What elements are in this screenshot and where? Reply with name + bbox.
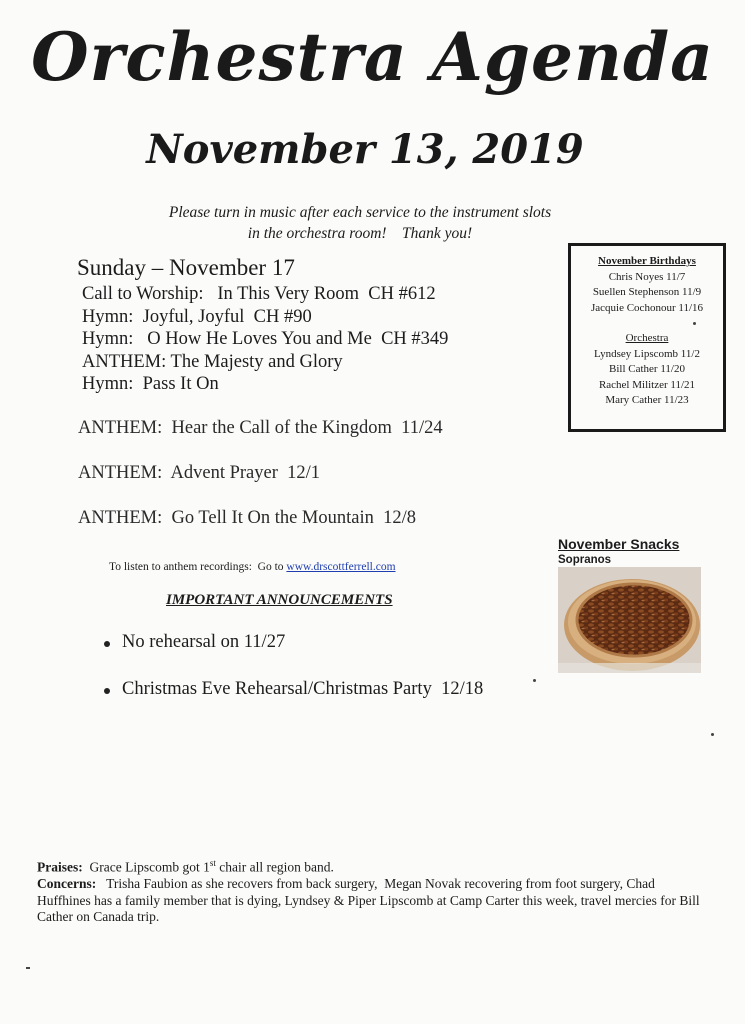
orchestra-birthdays-heading: Orchestra xyxy=(625,332,669,344)
birthday-entry: Chris Noyes 11/7 xyxy=(608,270,686,283)
birthdays-box xyxy=(568,243,726,432)
anthem-line: ANTHEM: Hear the Call of the Kingdom 11/24 xyxy=(78,418,443,438)
service-item: Hymn: O How He Loves You and Me CH #349 xyxy=(82,329,449,349)
announcement-item: Christmas Eve Rehearsal/Christmas Party 12/18 xyxy=(104,679,483,700)
praises-text-end: chair all region band. xyxy=(215,859,334,875)
snacks-heading: November Snacks xyxy=(558,536,680,552)
service-item: Hymn: Joyful, Joyful CH #90 xyxy=(82,306,312,327)
birthday-entry: Rachel Militzer 11/21 xyxy=(598,378,696,391)
announcement-item: No rehearsal on 11/27 xyxy=(104,632,483,653)
listen-text: To listen to anthem recordings: Go to xyxy=(109,561,287,573)
praises-line xyxy=(37,855,707,876)
praises-label: Praises: xyxy=(37,859,83,875)
scan-speck xyxy=(533,679,536,682)
service-item: Hymn: Pass It On xyxy=(82,374,219,394)
concerns-line xyxy=(37,876,707,926)
birthday-entry: Bill Cather 11/20 xyxy=(609,363,685,375)
service-item: Call to Worship: In This Very Room CH #612 xyxy=(82,284,436,304)
announcements-heading: IMPORTANT ANNOUNCEMENTS xyxy=(166,592,393,608)
birthday-entry: Mary Cather 11/23 xyxy=(605,394,689,406)
birthday-entry: Suellen Stephenson 11/9 xyxy=(592,286,702,298)
agenda-title: Orchestra Agenda xyxy=(31,18,714,96)
ordinal-suffix: st xyxy=(209,858,216,868)
pecan-pie-image xyxy=(558,567,701,673)
snacks-section: Sopranos xyxy=(558,554,612,566)
instruction-note xyxy=(60,202,660,244)
concerns-text: Trisha Faubion as she recovers from back surgery, Megan Novak recovering from foot surgery, Chad Huffhines has a family member that is dying, Lyndsey & Piper Lipscomb at Camp Carter this week, travel mercies for Bill Cather on Canada trip. xyxy=(37,876,703,924)
anthem-line: ANTHEM: Go Tell It On the Mountain 12/8 xyxy=(78,508,417,528)
praises-text: Grace Lipscomb got 1 xyxy=(82,859,210,875)
scan-speck xyxy=(711,733,714,736)
scan-speck xyxy=(693,322,696,325)
anthem-line: ANTHEM: Advent Prayer 12/1 xyxy=(78,463,321,483)
service-heading: Sunday – November 17 xyxy=(77,255,295,280)
note-line-2: in the orchestra room! Thank you! xyxy=(247,225,473,242)
recordings-link[interactable]: www.drscottferrell.com xyxy=(286,561,396,573)
birthdays-heading: November Birthdays xyxy=(598,255,696,267)
service-item: ANTHEM: The Majesty and Glory xyxy=(82,351,343,372)
scan-speck xyxy=(26,967,30,969)
service-order xyxy=(82,283,448,396)
birthday-entry: Jacquie Cochonour 11/16 xyxy=(590,301,703,314)
concerns-label: Concerns: xyxy=(37,876,97,891)
announcements-list xyxy=(104,632,483,726)
birthday-entry: Lyndsey Lipscomb 11/2 xyxy=(594,347,700,360)
prayer-section xyxy=(37,855,707,926)
listen-note xyxy=(109,561,396,573)
note-line-1: Please turn in music after each service to the instrument slots xyxy=(168,204,552,221)
agenda-date: November 13, 2019 xyxy=(146,126,584,173)
